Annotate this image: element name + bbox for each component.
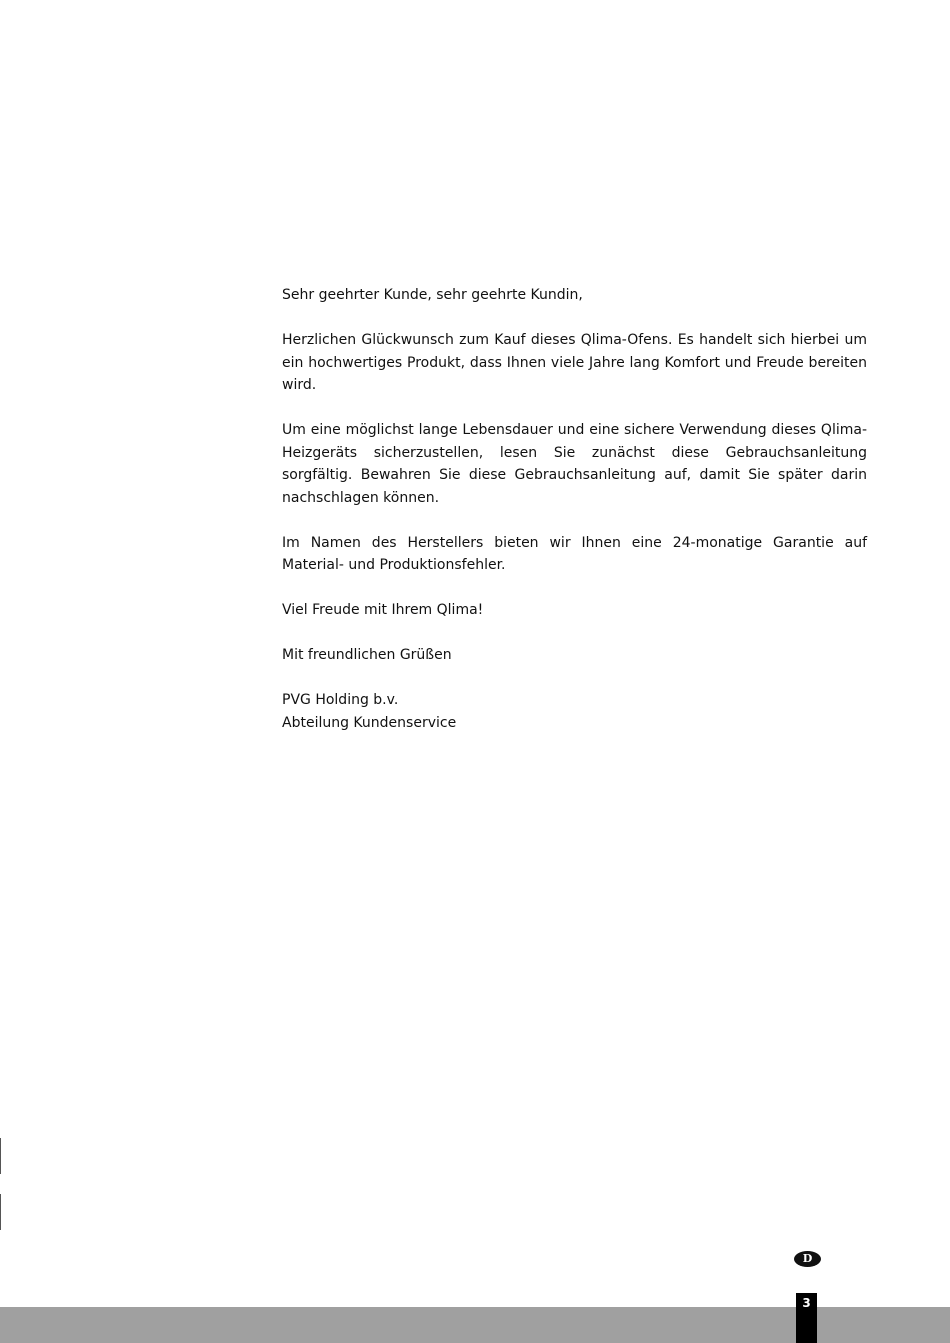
signature-department: Abteilung Kundenservice [282, 714, 457, 731]
page-number: 3 [796, 1293, 817, 1343]
letter-paragraph-congratulations: Herzlichen Glückwunsch zum Kauf dieses Qlima-Ofens. Es handelt sich hierbei um ein hochwertiges Produkt, dass Ihnen viele Jahre lang Komfort und Freude bereiten wird. [282, 332, 867, 393]
letter-regards: Mit freundlichen Grüßen [282, 647, 452, 663]
margin-mark-lower [0, 1194, 1, 1230]
letter-closing-wish: Viel Freude mit Ihrem Qlima! [282, 602, 484, 618]
language-badge: D [794, 1251, 821, 1267]
letter-body [282, 284, 867, 757]
letter-salutation: Sehr geehrter Kunde, sehr geehrte Kundin, [282, 287, 583, 303]
signature-company: PVG Holding b.v. [282, 692, 399, 708]
letter-paragraph-warranty: Im Namen des Herstellers bieten wir Ihnen eine 24-monatige Garantie auf Material- und Produktionsfehler. [282, 534, 867, 573]
letter-paragraph-instructions: Um eine möglichst lange Lebensdauer und eine sichere Verwendung dieses Qlima-Heizgeräts sicherzustellen, lesen Sie zunächst diese Gebrauchsanleitung sorgfältig. Bewahren Sie diese Gebrauchsanleitung auf, damit Sie später darin nachschlagen können. [282, 422, 867, 506]
margin-mark-upper [0, 1138, 1, 1174]
letter-signature [282, 689, 867, 734]
